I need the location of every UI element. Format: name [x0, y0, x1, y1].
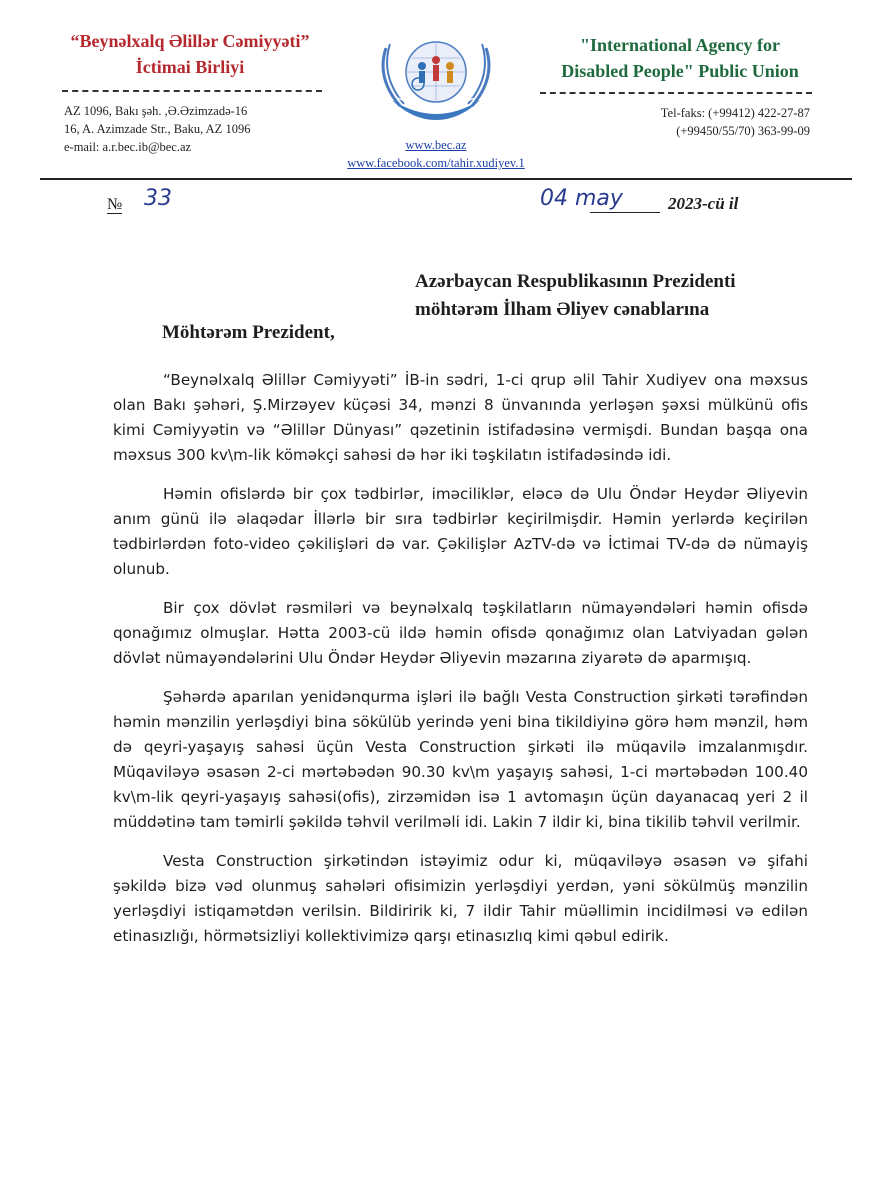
logo-emblem	[372, 28, 500, 128]
contact-left	[64, 102, 250, 156]
org-name-en	[530, 32, 830, 84]
addressee-block	[415, 268, 736, 324]
header-rule	[40, 178, 852, 180]
phone-mobile: (+99450/55/70) 363-99-09	[676, 124, 810, 138]
header-divider-right	[540, 92, 812, 94]
org-name-az	[40, 28, 340, 80]
address-en: 16, A. Azimzade Str., Baku, AZ 1096	[64, 122, 251, 136]
logo	[372, 28, 500, 128]
org-name-en-line1: "International Agency for	[580, 35, 780, 55]
number-sign: №	[107, 196, 123, 213]
salutation: Möhtərəm Prezident,	[162, 322, 335, 343]
date-underline	[590, 212, 660, 213]
doc-number-label	[107, 196, 122, 214]
org-name-az-line1: “Beynəlxalq Əlillər Cəmiyyəti”	[70, 31, 310, 51]
address-az: AZ 1096, Bakı şəh. ,Ə.Əzimzadə-16	[64, 104, 248, 118]
contact-right	[610, 104, 810, 140]
header-divider-left	[62, 90, 322, 92]
paragraph-1: “Beynəlxalq Əlillər Cəmiyyəti” İB-in sədri, 1-ci qrup əlil Tahir Xudiyev ona məxsus olan Bakı şəhəri, Ş.Mirzəyev küçəsi 34, mənzi 8 ünvanında yerləşən şəxsi mülkünü ofis kimi Cəmiyyətin və “Əlillər Dünyası” qəzetinin istifadəsinə vermişdi. Bundan başqa ona məxsus 300 kv\m-lik köməkçi sahəsi də hər iki təşkilatın istifadəsində idi.	[113, 371, 808, 464]
date-handwritten: 04 may	[540, 186, 623, 211]
org-name-en-line2: Disabled People" Public Union	[561, 61, 799, 81]
paragraph-5: Vesta Construction şirkətindən istəyimiz odur ki, müqaviləyə əsasən və şifahi şəkildə bizə vəd olunmuş sahələri ofisimizin yerləşdiyi yerdən, yəni sökülmüş mənzilin yerləşdiyi istiqamətdən verilsin. Bildiririk ki, 7 ildir Tahir müəllimin incidilməsi və edilən etinasızlığı, hörmətsizliyi kollektivimizə qarşı etinasızlıq kimi qəbul edirik.	[113, 852, 808, 945]
phone-fax: Tel-faks: (+99412) 422-27-87	[660, 106, 810, 120]
doc-number-value: 33	[144, 186, 172, 211]
paragraph-3: Bir çox dövlət rəsmiləri və beynəlxalq təşkilatların nümayəndələri həmin ofisdə qonağımız olmuşlar. Hətta 2003-cü ildə həmin ofisdə qonağımız olan Latviyadan gələn dövlət nümayəndələrini Ulu Öndər Heydər Əliyevin məzarına ziyarətə də aparmışıq.	[113, 599, 808, 667]
addressee-line2: möhtərəm İlham Əliyev cənablarına	[415, 299, 710, 320]
facebook-link[interactable]: www.facebook.com/tahir.xudiyev.1	[347, 156, 525, 170]
addressee-line1: Azərbaycan Respublikasının Prezidenti	[415, 271, 736, 292]
website-link[interactable]: www.bec.az	[405, 138, 467, 152]
email-text[interactable]: e-mail: a.r.bec.ib@bec.az	[64, 140, 192, 154]
paragraph-4: Şəhərdə aparılan yenidənqurma işləri ilə bağlı Vesta Construction şirkəti tərəfindən həmin mənzilin yerləşdiyi bina sökülüb yerində yeni bina tikildiyinə görə həm mənzil, həm də qeyri-yaşayış sahəsi üçün Vesta Construction şirkəti ilə müqavilə imzalanmışdır. Müqaviləyə əsasən 2-ci mərtəbədən 90.30 kv\m yaşayış sahəsi, 1-ci mərtəbədən 100.40 kv\m-lik qeyri-yaşayış sahəsi(ofis), zirzəmidən isə 1 avtomaşın üçün dayanacaq yeri 2 il müddətinə tam təmirli şəkildə təhvil verilməli idi. Lakin 7 ildir ki, bina tikilib təhvil verilmir.	[113, 688, 808, 831]
paragraph-2: Həmin ofislərdə bir çox tədbirlər, iməciliklər, eləcə də Ulu Öndər Heydər Əliyevin anım günü ilə əlaqədar İllərlə bir sıra tədbirlər keçirilmişdir. Həmin yerlərdə keçirilən tədbirlərdən foto-video çəkilişləri də var. Çəkilişlər AzTV-də və İctimai TV-də də nümayiş olunub.	[113, 485, 808, 578]
date-year: 2023-cü il	[668, 194, 739, 213]
org-name-az-line2: İctimai Birliyi	[135, 57, 245, 77]
letter-body	[113, 368, 808, 963]
